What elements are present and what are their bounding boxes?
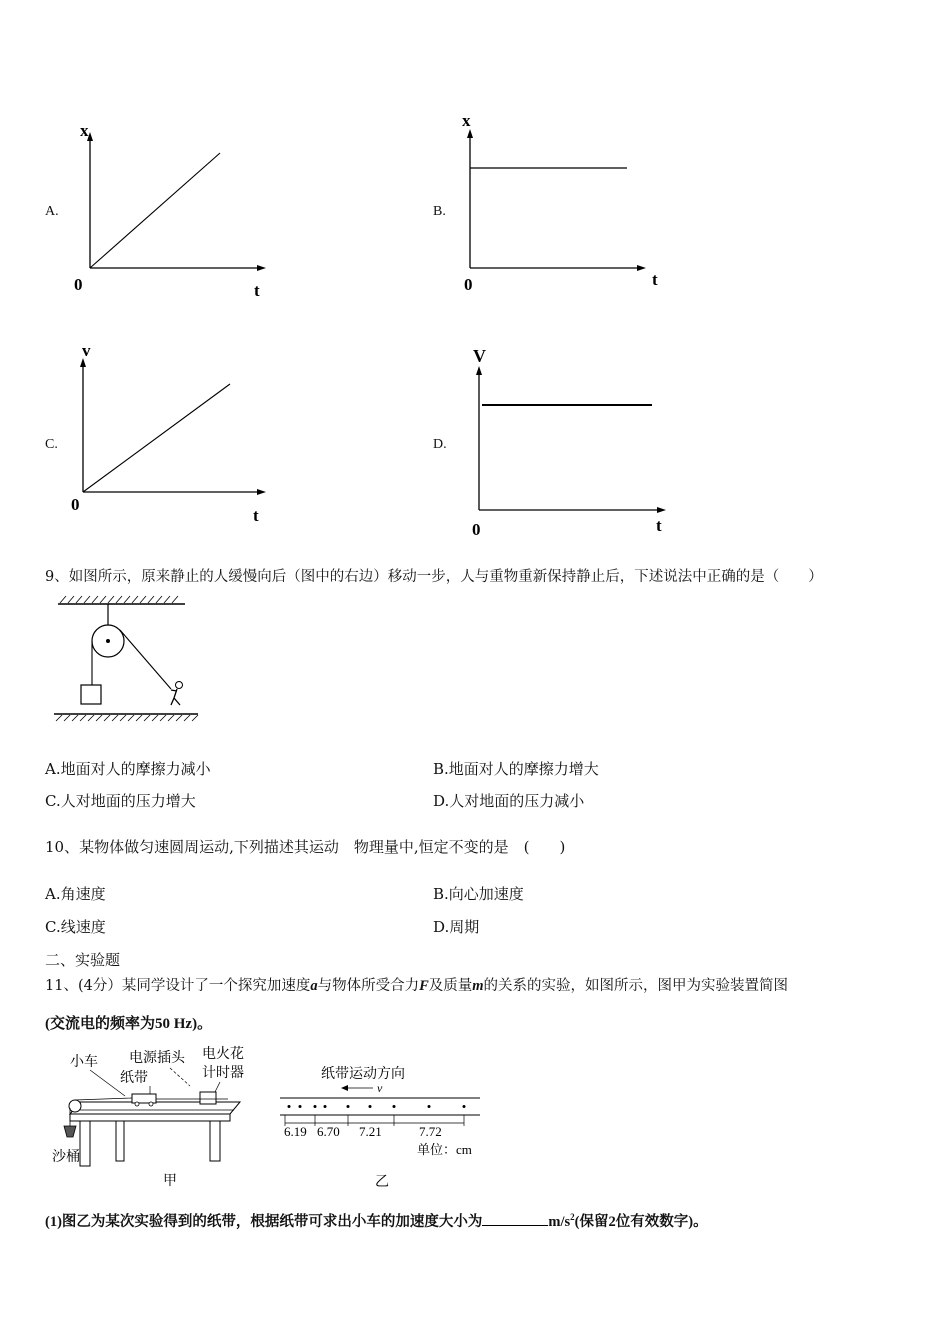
option-d-label: D.	[433, 437, 447, 452]
caption-yi: 乙	[375, 1175, 389, 1190]
label-car: 小车	[70, 1055, 98, 1070]
caption-jia: 甲	[163, 1174, 177, 1189]
q9-option-b[interactable]: B.地面对人的摩擦力增大	[433, 760, 599, 778]
graph-a-origin: 0	[74, 275, 83, 294]
label-v: v	[377, 1081, 383, 1095]
graph-a-y-label: x	[80, 121, 89, 140]
question-11-line1: 11、(4分）某同学设计了一个探究加速度a与物体所受合力F及质量m的关系的实验，如图所示，图甲为实验装置简图	[45, 978, 789, 994]
graph-d	[450, 340, 690, 540]
label-direction: 纸带运动方向	[321, 1067, 405, 1082]
label-spark2: 计时器	[202, 1066, 244, 1081]
label-tape: 纸带	[120, 1071, 148, 1086]
question-9-text: 9、如图所示，原来静止的人缓慢向后（图中的右边）移动一步，人与重物重新保持静止后，下述说法中正确的是（ ）	[45, 569, 823, 585]
graph-d-origin: 0	[472, 520, 481, 539]
label-d4: 7.72	[419, 1124, 442, 1139]
graph-b-x-label: t	[652, 270, 658, 289]
label-plug: 电源插头	[129, 1051, 185, 1066]
figure-jia	[50, 1044, 250, 1192]
q10-option-a[interactable]: A.角速度	[45, 885, 106, 903]
graph-d-y-label: V	[473, 346, 486, 366]
graph-c-origin: 0	[71, 495, 80, 514]
question-11-line2: (交流电的频率为50 Hz)。	[45, 1016, 213, 1032]
figure-yi	[275, 1058, 490, 1190]
label-d1: 6.19	[284, 1124, 307, 1139]
option-c-label: C.	[45, 437, 58, 452]
q10-option-b[interactable]: B.向心加速度	[433, 885, 524, 903]
q10-option-c[interactable]: C.线速度	[45, 918, 106, 936]
answer-blank[interactable]	[482, 1211, 548, 1226]
q9-option-d[interactable]: D.人对地面的压力减小	[433, 792, 585, 810]
q11-sub1: (1)图乙为某次实验得到的纸带，根据纸带可求出小车的加速度大小为 $m/s^2$(保留2位有效数字)。	[45, 1212, 708, 1230]
label-spark1: 电火花	[202, 1047, 244, 1062]
graph-c-y-label: v	[82, 341, 91, 360]
option-b-label: B.	[433, 204, 446, 219]
graph-c-x-label: t	[253, 506, 259, 525]
graph-a	[60, 110, 280, 300]
graph-b-y-label: x	[462, 111, 471, 130]
label-d3: 7.21	[359, 1124, 382, 1139]
pulley-diagram	[50, 595, 210, 725]
graph-a-x-label: t	[254, 281, 260, 300]
label-unit: 单位：cm	[417, 1142, 472, 1157]
question-10-text: 10、某物体做匀速圆周运动,下列描述其运动 物理量中,恒定不变的是 ( )	[45, 838, 566, 856]
graph-b	[440, 105, 680, 295]
section-title: 二、实验题	[45, 951, 121, 969]
label-d2: 6.70	[317, 1124, 340, 1139]
label-bucket: 沙桶	[52, 1150, 80, 1165]
graph-c	[60, 340, 280, 530]
q10-option-d[interactable]: D.周期	[433, 918, 480, 936]
q9-option-c[interactable]: C.人对地面的压力增大	[45, 792, 196, 810]
graph-d-x-label: t	[656, 516, 662, 535]
graph-b-origin: 0	[464, 275, 473, 294]
option-a-label: A.	[45, 204, 59, 219]
q9-option-a[interactable]: A.地面对人的摩擦力减小	[45, 760, 211, 778]
